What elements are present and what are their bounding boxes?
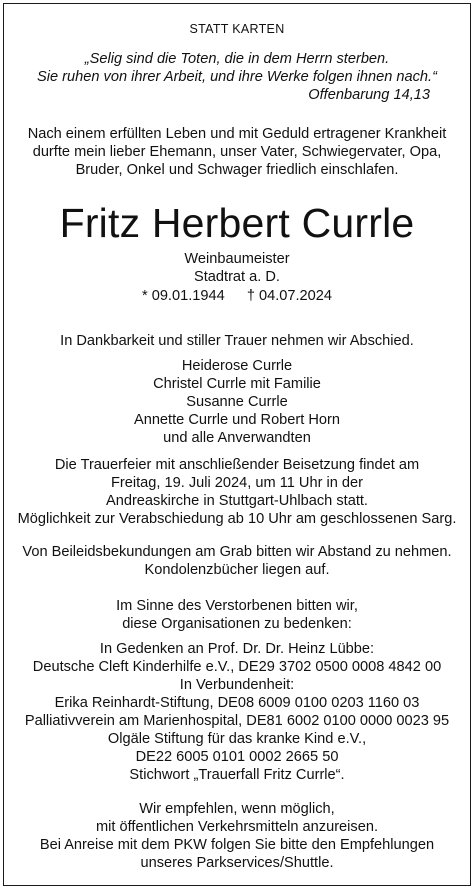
- farewell-text: [0, 332, 474, 350]
- donation-line: Deutsche Cleft Kinderhilfe e.V., DE29 3702 0500 0008 4842 00: [32, 659, 442, 675]
- intro-line: durfte mein lieber Ehemann, unser Vater, Schwiegervater, Opa,: [32, 144, 442, 160]
- mourner: Christel Currle mit Familie: [153, 376, 321, 392]
- ceremony-line: Die Trauerfeier mit anschließender Beisetzung findet am: [54, 457, 420, 473]
- donation-line: In Verbundenheit:: [179, 677, 295, 693]
- ceremony-line: Möglichkeit zur Verabschiedung ab 10 Uhr am geschlossenen Sarg.: [17, 511, 457, 527]
- travel-info: [0, 800, 474, 872]
- donation-request: [0, 597, 474, 633]
- title-line: Weinbaumeister: [184, 251, 290, 267]
- travel-line: Bei Anreise mit dem PKW folgen Sie bitte den Empfehlungen: [39, 837, 435, 853]
- quote-line: Sie ruhen von ihrer Arbeit, und ihre Werke folgen ihnen nach.“: [37, 69, 437, 85]
- donation-line: Olgäle Stiftung für das kranke Kind e.V.,: [107, 731, 367, 747]
- condolence-line: Von Beileidsbekundungen am Grab bitten wir Abstand zu nehmen.: [22, 544, 452, 560]
- mourner: Susanne Currle: [186, 394, 288, 410]
- donation-line: In Gedenken an Prof. Dr. Dr. Heinz Lübbe:: [99, 641, 375, 657]
- ceremony-line: Andreaskirche in Stuttgart-Uhlbach statt.: [105, 493, 368, 509]
- mourners-list: [0, 357, 474, 447]
- mourner: und alle Anverwandten: [163, 430, 311, 446]
- notice-header: STATT KARTEN: [189, 22, 285, 36]
- travel-line: unseres Parkservices/Shuttle.: [140, 855, 334, 871]
- donation-line: Stichwort „Trauerfall Fritz Currle“.: [129, 767, 345, 783]
- ceremony-line: Freitag, 19. Juli 2024, um 11 Uhr in der: [110, 475, 363, 491]
- donation-accounts: [0, 640, 474, 784]
- quote-source: Offenbarung 14,13: [308, 87, 430, 103]
- intro-line: Nach einem erfüllten Leben und mit Geduld ertragener Krankheit: [27, 126, 447, 142]
- donation-request-line: Im Sinne des Verstorbenen bitten wir,: [116, 598, 358, 614]
- intro-line: Bruder, Onkel und Schwager friedlich einschlafen.: [75, 162, 399, 178]
- condolence-line: Kondolenzbücher liegen auf.: [144, 562, 330, 578]
- quote-line: „Selig sind die Toten, die in dem Herrn sterben.: [84, 51, 390, 67]
- life-dates: [0, 288, 474, 304]
- bible-quote: [32, 50, 442, 104]
- farewell-line: In Dankbarkeit und stiller Trauer nehmen wir Abschied.: [60, 333, 414, 349]
- mourner: Annette Currle und Robert Horn: [133, 412, 341, 428]
- donation-line: DE22 6005 0101 0002 2665 50: [135, 749, 339, 765]
- travel-line: Wir empfehlen, wenn möglich,: [139, 801, 335, 817]
- death-date: † 04.07.2024: [246, 288, 333, 304]
- deceased-titles: [0, 250, 474, 286]
- ceremony-info: [0, 456, 474, 528]
- intro-text: [0, 125, 474, 179]
- title-line: Stadtrat a. D.: [194, 269, 280, 285]
- travel-line: mit öffentlichen Verkehrsmitteln anzureisen.: [95, 819, 379, 835]
- deceased-name: Fritz Herbert Currle: [59, 200, 415, 246]
- condolence-info: [0, 543, 474, 579]
- birth-date: * 09.01.1944: [141, 288, 225, 304]
- donation-line: Palliativverein am Marienhospital, DE81 6002 0100 0000 0023 95: [24, 713, 450, 729]
- mourner: Heiderose Currle: [181, 358, 293, 374]
- donation-line: Erika Reinhardt-Stiftung, DE08 6009 0100 0203 1160 03: [54, 695, 420, 711]
- donation-request-line: diese Organisationen zu bedenken:: [122, 616, 352, 632]
